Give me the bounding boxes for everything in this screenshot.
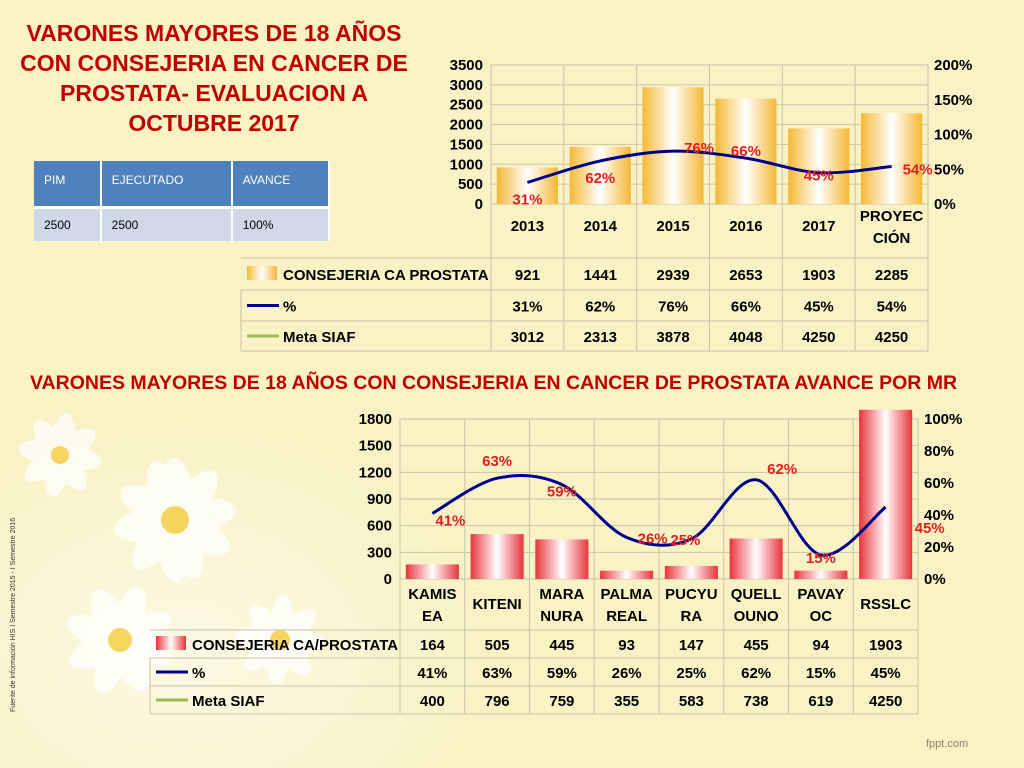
pim-header-cell: AVANCE	[232, 161, 329, 207]
table-value: 4250	[868, 693, 903, 710]
table-value: 3878	[656, 329, 690, 346]
table-value: 505	[484, 637, 510, 654]
data-label: 76%	[684, 140, 715, 158]
table-value: 31%	[512, 298, 543, 316]
table-value: 164	[419, 637, 445, 654]
table-value: 26%	[611, 665, 642, 682]
table-value: 921	[514, 267, 540, 284]
table-value: 1441	[583, 267, 617, 284]
watermark: fppt.com	[926, 738, 969, 750]
bar	[665, 566, 718, 579]
y2-tick-label: 40%	[924, 507, 955, 524]
data-label: 54%	[902, 161, 933, 179]
table-value: 455	[743, 637, 769, 654]
table-value: 4048	[729, 329, 763, 346]
table-value: 94	[812, 637, 830, 654]
x-tick-label-line: PAVAY	[797, 586, 845, 603]
legend-label: %	[192, 665, 206, 682]
table-value: 2939	[656, 267, 690, 284]
y2-tick-label: 60%	[924, 475, 955, 492]
y-tick-label: 0	[383, 571, 392, 588]
y-tick-label: 3500	[449, 57, 483, 74]
x-tick-label	[539, 586, 584, 625]
x-tick-label-line: CIÓN	[872, 230, 911, 247]
y-tick-label: 1800	[358, 411, 392, 428]
y2-tick-label: 100%	[924, 411, 963, 428]
table-value: 25%	[676, 665, 707, 682]
table-value: 63%	[482, 665, 513, 682]
table-value: 583	[678, 693, 704, 710]
x-tick-label-line: QUELL	[730, 586, 782, 603]
table-value: 400	[419, 693, 445, 710]
x-tick-label-line: KAMIS	[408, 586, 457, 603]
table-value: 62%	[741, 665, 772, 682]
y-tick-label: 1500	[449, 136, 483, 154]
source-note: Fuente de información HIS I Semestre 2015 - I Semestre 2016	[10, 517, 17, 712]
table-value: 2653	[729, 267, 763, 284]
table-value: 355	[614, 693, 640, 710]
pim-header-cell: EJECUTADO	[101, 161, 232, 207]
bar	[471, 534, 524, 579]
y2-tick-label: 200%	[934, 57, 973, 74]
y-tick-label: 300	[366, 544, 392, 562]
table-value: 4250	[802, 329, 836, 346]
table-value: 15%	[805, 665, 836, 682]
x-tick-label-line: OUNO	[733, 608, 779, 625]
table-value: 76%	[658, 298, 689, 316]
y2-tick-label: 100%	[934, 126, 973, 144]
chart2-title: VARONES MAYORES DE 18 AÑOS CON CONSEJERIA EN CANCER DE PROSTATA AVANCE POR MR	[30, 372, 958, 394]
x-tick-label-line: EA	[421, 608, 443, 625]
x-tick-label	[601, 586, 653, 625]
data-label: 45%	[803, 167, 834, 185]
table-value: 66%	[730, 298, 761, 316]
x-tick-label-line: PALMA	[600, 586, 653, 603]
x-tick-label	[731, 586, 782, 625]
table-value: 1903	[868, 637, 903, 654]
x-tick-label-line: PUCYU	[665, 586, 718, 603]
pim-header-cell: PIM	[34, 161, 101, 207]
x-tick-label: 2016	[729, 218, 763, 235]
x-tick-label-line: OC	[809, 608, 833, 625]
legend-swatch-bar	[156, 636, 186, 650]
y-tick-label: 1500	[358, 437, 392, 455]
x-tick-label: 2014	[583, 218, 617, 235]
table-value: 2285	[874, 267, 909, 284]
x-tick-label: RSSLC	[860, 596, 912, 613]
y-tick-label: 1000	[449, 156, 483, 174]
table-value: 147	[678, 637, 704, 654]
y2-tick-label: 0%	[934, 196, 956, 213]
pim-cell: 2500	[34, 207, 101, 241]
bar	[600, 571, 653, 579]
y2-tick-label: 20%	[924, 539, 955, 556]
table-value: 759	[549, 693, 575, 710]
chart1-title: VARONES MAYORES DE 18 AÑOS CON CONSEJERIA EN CANCER DE PROSTATA- EVALUACION A OCTUBRE 2017	[20, 20, 408, 136]
x-tick-label-line: RA	[680, 608, 703, 625]
table-value: 796	[484, 693, 510, 710]
data-label: 62%	[585, 169, 616, 187]
pim-cell: 2500	[101, 207, 232, 241]
x-tick-label	[665, 586, 718, 625]
x-tick-label-line: PROYEC	[859, 208, 924, 225]
data-label: 62%	[767, 460, 798, 478]
table-value: 2313	[583, 329, 617, 346]
legend-label: CONSEJERIA CA/PROSTATA	[192, 637, 399, 654]
table-value: 1903	[802, 267, 836, 284]
table-value: 54%	[876, 298, 907, 316]
pim-cell: 100%	[232, 207, 329, 241]
table-value: 45%	[870, 665, 901, 682]
x-tick-label-line: NURA	[540, 608, 584, 625]
x-tick-label	[797, 586, 844, 625]
x-tick-label-line: REAL	[606, 608, 648, 625]
data-label: 59%	[546, 483, 577, 501]
legend-label: CONSEJERIA CA PROSTATA	[283, 267, 489, 284]
table-value: 59%	[546, 665, 577, 682]
data-label: 26%	[637, 530, 668, 548]
y2-tick-label: 150%	[934, 91, 973, 109]
y2-tick-label: 0%	[924, 571, 946, 588]
legend-label: %	[283, 298, 297, 316]
data-label: 25%	[670, 532, 701, 549]
bar	[406, 564, 459, 579]
bar	[859, 410, 912, 579]
y-tick-label: 900	[366, 491, 392, 508]
y-tick-label: 1200	[358, 464, 392, 482]
data-label: 41%	[435, 512, 466, 530]
y2-tick-label: 50%	[934, 161, 965, 179]
bar	[535, 539, 588, 579]
table-value: 41%	[417, 665, 448, 682]
y2-tick-label: 80%	[924, 443, 955, 460]
table-value: 445	[549, 637, 575, 654]
y-tick-label: 0	[474, 196, 483, 213]
table-value: 45%	[803, 298, 834, 316]
data-label: 45%	[914, 520, 945, 537]
y-tick-label: 2500	[449, 96, 483, 114]
x-tick-label: 2015	[656, 218, 690, 235]
data-label: 15%	[805, 550, 836, 567]
table-value: 93	[618, 637, 635, 654]
data-label: 63%	[482, 453, 513, 471]
y-tick-label: 2000	[449, 116, 483, 134]
bar	[794, 571, 847, 579]
x-tick-label: 2017	[802, 218, 836, 235]
y-tick-label: 600	[366, 517, 392, 535]
table-value: 62%	[585, 298, 616, 316]
data-label: 66%	[730, 143, 761, 161]
table-value: 3012	[510, 329, 545, 346]
y-tick-label: 3000	[449, 76, 483, 94]
legend-label: Meta SIAF	[283, 329, 356, 346]
y-tick-label: 500	[457, 176, 483, 194]
x-tick-label: 2013	[510, 218, 545, 235]
x-tick-label-line: MARA	[539, 586, 585, 603]
table-value: 738	[743, 693, 769, 710]
data-label: 31%	[512, 191, 543, 209]
table-value: 4250	[874, 329, 909, 346]
x-tick-label: KITENI	[472, 596, 522, 613]
table-value: 619	[808, 693, 834, 710]
x-tick-label	[408, 586, 456, 625]
legend-label: Meta SIAF	[192, 693, 265, 710]
bar	[730, 539, 783, 579]
